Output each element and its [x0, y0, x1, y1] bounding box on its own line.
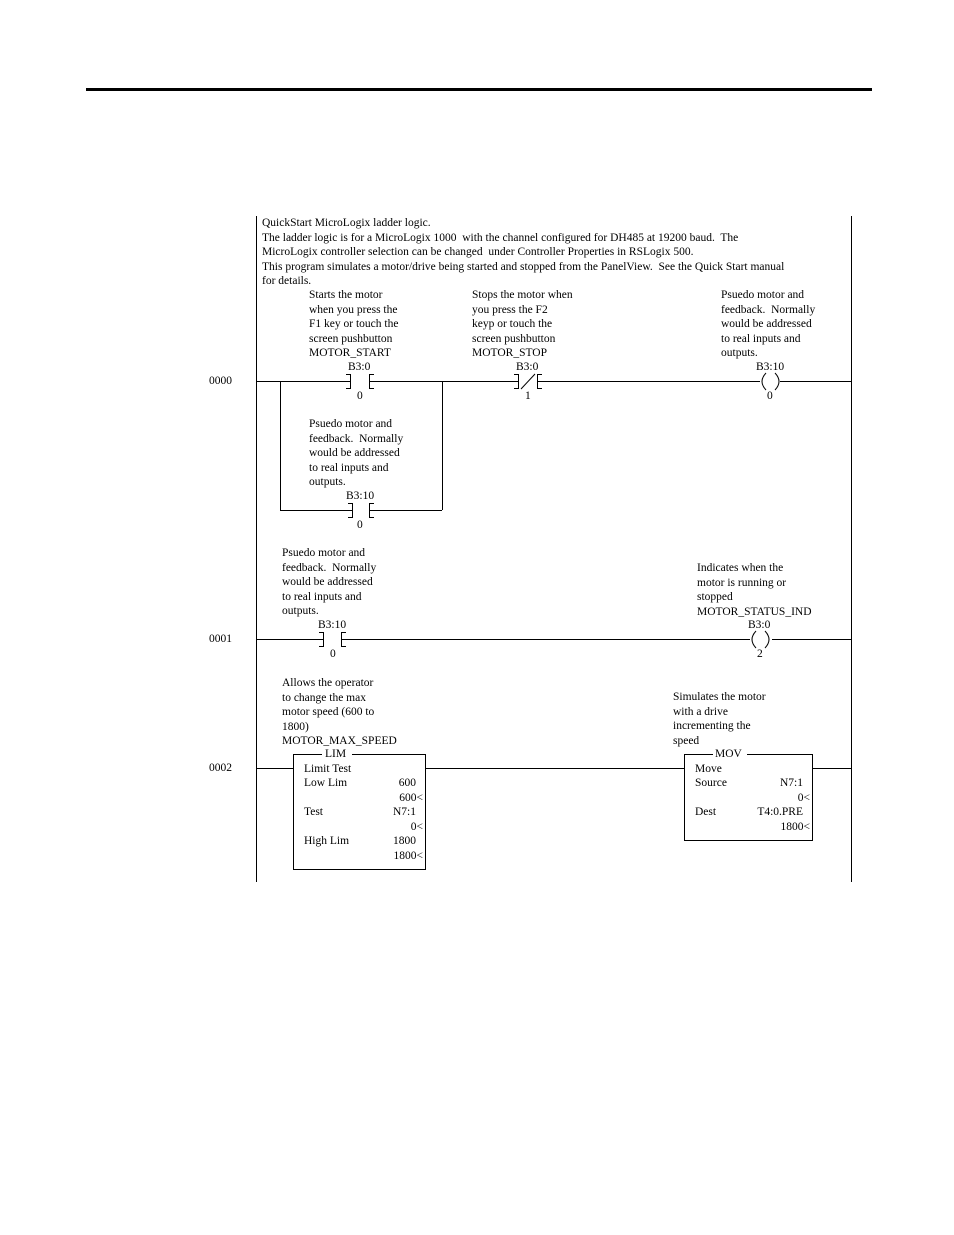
rung-0001-contact-symbol [319, 632, 346, 647]
rung-number[interactable]: 0002 [209, 762, 232, 774]
description-line: Psuedo motor and [282, 547, 366, 559]
symbol-name: MOTOR_MAX_SPEED [282, 735, 397, 747]
lim-test-value[interactable]: N7:1 [393, 806, 416, 818]
description-line: with a drive [673, 705, 728, 718]
description-line: Starts the motor [309, 289, 383, 301]
lim-test-label: Test [304, 806, 323, 818]
description-line: to change the max [282, 691, 366, 704]
description-line: motor is running or [697, 576, 787, 589]
comment-line: QuickStart MicroLogix ladder logic. [262, 217, 431, 229]
mov-source-label: Source [695, 777, 727, 789]
symbol-name: MOTOR_STOP [472, 347, 547, 359]
description-line: to real inputs and [721, 332, 801, 345]
description-line: to real inputs and [309, 461, 389, 474]
mov-name: Move [695, 763, 722, 775]
lim-low-value[interactable]: 600 [398, 777, 416, 789]
mov-dest-value[interactable]: T4:0.PRE [757, 806, 803, 818]
mov-dest-label: Dest [695, 806, 717, 818]
description-line: screen pushbutton [309, 332, 393, 345]
rung-0000-coil-symbol [762, 373, 779, 390]
rung-0000-start-contact-symbol [346, 374, 374, 389]
symbol-name: MOTOR_START [309, 347, 391, 359]
description-line: would be addressed [721, 318, 812, 330]
lim-high-label: High Lim [304, 835, 350, 847]
coil-bit: 0 [767, 390, 773, 402]
lim-low-live: 600< [399, 791, 423, 804]
rung-number[interactable]: 0000 [209, 375, 232, 387]
description-line: Stops the motor when [472, 289, 573, 301]
mov-dest-live: 1800< [780, 820, 810, 833]
description-line: you press the F2 [472, 303, 548, 316]
comment-line: The ladder logic is for a MicroLogix 1000 with the channel configured for DH485 at 19200 baud. The [262, 231, 739, 244]
rung-0001-contact-bit: 0 [330, 648, 336, 660]
description-line: incrementing the [673, 720, 751, 732]
coil-address[interactable]: B3:10 [756, 361, 785, 373]
rung-number[interactable]: 0001 [209, 633, 232, 645]
description-line: feedback. Normally [282, 561, 377, 574]
description-line: 1800) [282, 720, 309, 733]
description-line: outputs. [309, 476, 346, 488]
description-line: screen pushbutton [472, 332, 556, 345]
comment-line: MicroLogix controller selection can be changed under Controller Properties in RSLogix 500. [262, 246, 694, 258]
lim-mnemonic: LIM [325, 748, 347, 760]
branch-contact-bit: 0 [357, 519, 363, 531]
description-line: motor speed (600 to [282, 706, 375, 718]
description-line: when you press the [309, 303, 398, 316]
description-line: to real inputs and [282, 590, 362, 603]
mov-source-value[interactable]: N7:1 [780, 777, 803, 789]
description-line: keyp or touch the [472, 318, 553, 330]
lim-test-live: 0< [410, 820, 423, 833]
description-line: Psuedo motor and [721, 289, 805, 301]
description-line: speed [673, 734, 700, 747]
lim-high-live: 1800< [393, 849, 423, 862]
description-line: outputs. [282, 605, 319, 617]
description-line: F1 key or touch the [309, 318, 399, 330]
comment-line: for details. [262, 275, 312, 287]
description-line: stopped [697, 591, 733, 603]
mov-source-live: 0< [797, 791, 810, 804]
symbol-name: MOTOR_STATUS_IND [697, 605, 812, 618]
rung-0000-stop-contact-symbol [514, 374, 542, 389]
stop-contact-bit: 1 [525, 390, 531, 402]
lim-name: Limit Test [304, 763, 352, 775]
description-line: Simulates the motor [673, 691, 766, 703]
description-line: would be addressed [309, 447, 400, 459]
description-line: would be addressed [282, 576, 373, 588]
lim-high-value[interactable]: 1800 [393, 835, 416, 847]
rung-0001-coil-bit: 2 [757, 648, 763, 660]
start-contact-bit: 0 [357, 390, 363, 402]
mov-mnemonic: MOV [715, 748, 742, 760]
rung-0001-coil-address[interactable]: B3:0 [748, 619, 771, 631]
description-line: feedback. Normally [721, 303, 816, 316]
description-line: Psuedo motor and [309, 418, 393, 430]
description-line: outputs. [721, 347, 758, 359]
description-line: feedback. Normally [309, 432, 404, 445]
stop-contact-address[interactable]: B3:0 [516, 361, 539, 373]
rung-0001-coil-symbol [752, 631, 769, 648]
rung-0001-contact-address[interactable]: B3:10 [318, 619, 347, 631]
description-line: Allows the operator [282, 677, 374, 689]
start-contact-address[interactable]: B3:0 [348, 361, 371, 373]
branch-contact-address[interactable]: B3:10 [346, 490, 375, 502]
lim-low-label: Low Lim [304, 777, 348, 789]
comment-line: This program simulates a motor/drive being started and stopped from the PanelView. See the Quick Start manual [262, 260, 785, 273]
description-line: Indicates when the [697, 562, 784, 574]
